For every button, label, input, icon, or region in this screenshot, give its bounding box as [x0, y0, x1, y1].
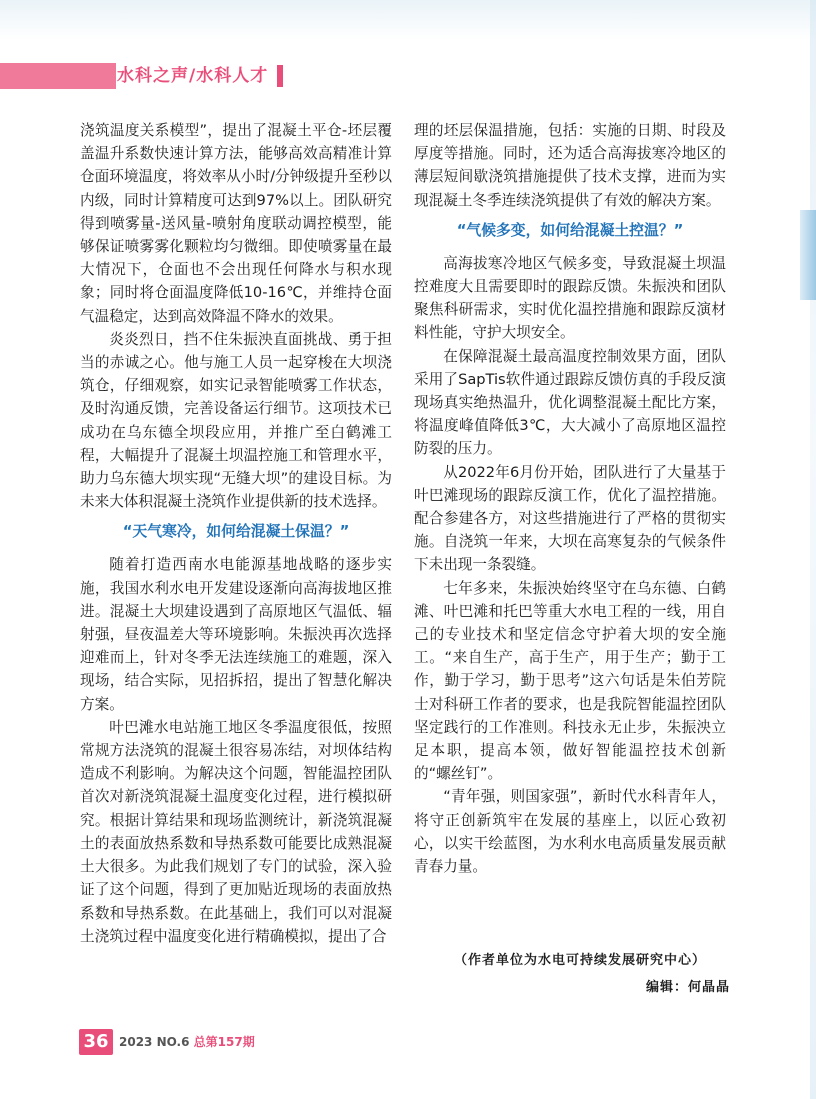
paragraph: 随着打造西南水电能源基地战略的逐步实施，我国水利水电开发建设逐渐向高海拔地区推进。混凝土大坝建设遇到了高原地区气温低、辐射强，昼夜温差大等环境影响。朱振泱再次选择迎难而上，针对冬季无法连续施工的难题，深入现场，结合实际，见招拆招，提出了智慧化解决方案。: [80, 556, 392, 713]
paragraph: 从2022年6月份开始，团队进行了大量基于叶巴滩现场的跟踪反演工作，优化了温控措施。配合参建各方，对这些措施进行了严格的贯彻实施。自浇筑一年来，大坝在高寒复杂的气候条件下未出现一条裂缝。: [414, 463, 726, 574]
side-tab-decoration: [800, 210, 816, 300]
paragraph: 理的坯层保温措施，包括：实施的日期、时段及厚度等措施。同时，还为适合高海拔寒冷地区的薄层短间歇浇筑措施提供了技术支撑，进而为实现混凝土冬季连续浇筑提供了有效的解决方案。: [414, 122, 726, 209]
section-title: 水科之声/水科人才: [117, 66, 269, 86]
page-number: 36: [79, 1029, 113, 1055]
paragraph: 七年多来，朱振泱始终坚守在乌东德、白鹤滩、叶巴滩和托巴等重大水电工程的一线，用自己的专业技术和坚定信念守护着大坝的安全施工。“来自生产，高于生产，用于生产；勤于工作，勤于学习，勤于思考”这六句话是朱伯芳院士对科研工作者的要求，也是我院智能温控团队坚定践行的工作准则。科技永无止步，朱振泱立足本职，提高本领，做好智能温控技术创新的“螺丝钉”。: [414, 579, 726, 783]
paragraph: 浇筑温度关系模型”，提出了混凝土平仓-坯层覆盖温升系数快速计算方法，能够高效高精准计算仓面环境温度，将效率从小时/分钟级提升至秒以内级，同时计算精度可达到97%以上。团队研究得到喷雾量-送风量-喷射角度联动调控模型，能够保证喷雾雾化颗粒均匀微细。即使喷雾量在最大情况下，仓面也不会出现任何降水与积水现象；同时将仓面温度降低10-16℃，并维持仓面气温稳定，达到高效降温不降水的效果。: [80, 122, 392, 325]
paragraph: 高海拔寒冷地区气候多变，导致混凝土坝温控难度大且需要即时的跟踪反馈。朱振泱和团队聚焦科研需求，实时优化温控措施和跟踪反演材料性能，守护大坝安全。: [414, 254, 726, 342]
issue-number: 2023 NO.6: [119, 1035, 190, 1049]
header-end-mark: [277, 65, 283, 87]
right-column: [414, 119, 726, 878]
section-heading: “气候多变，如何给混凝土控温？”: [456, 221, 684, 239]
paragraph: 炎炎烈日，挡不住朱振泱直面挑战、勇于担当的赤诚之心。他与施工人员一起穿梭在大坝浇筑仓，仔细观察，如实记录智能喷雾工作状态，及时沟通反馈，完善设备运行细节。这项技术已成功在乌东德全坝段应用，并推广至白鹤滩工程，大幅提升了混凝土坝温控施工和管理水平，助力乌东德大坝实现“无缝大坝”的建设目标。为未来大体积混凝土浇筑作业提供新的技术选择。: [80, 330, 392, 511]
total-issue: 总第157期: [193, 1035, 255, 1049]
issue-info: [119, 1033, 255, 1051]
paragraph: 在保障混凝土最高温度控制效果方面，团队采用了SapTis软件通过跟踪反馈仿真的手段反演现场真实绝热温升，优化调整混凝土配比方案，将温度峰值降低3℃，大大减小了高原地区温控防裂的压力。: [414, 347, 726, 458]
author-unit: （作者单位为水电可持续发展研究中心）: [453, 953, 706, 968]
left-column: [80, 119, 392, 948]
header-accent-bar: [0, 63, 116, 89]
side-decoration: [810, 0, 816, 1099]
top-band: [0, 0, 816, 40]
section-heading: “天气寒冷，如何给混凝土保温？”: [122, 523, 350, 541]
paragraph: 叶巴滩水电站施工地区冬季温度很低，按照常规方法浇筑的混凝土很容易冻结，对坝体结构造成不利影响。为解决这个问题，智能温控团队首次对新浇筑混凝土温度变化过程，进行模拟研究。根据计算结果和现场监测统计，新浇筑混凝土的表面放热系数和导热系数可能要比成熟混凝土大很多。为此我们规划了专门的试验，深入验证了这个问题，得到了更加贴近现场的表面放热系数和导热系数。在此基础上，我们可以对混凝土浇筑过程中温度变化进行精确模拟，提出了合: [80, 718, 392, 945]
paragraph: “青年强，则国家强”，新时代水科青年人，将守正创新筑牢在发展的基座上，以匠心致初心，以实干绘蓝图，为水利水电高质量发展贡献青春力量。: [414, 788, 726, 876]
editor-credit: 编辑：何晶晶: [645, 980, 730, 995]
